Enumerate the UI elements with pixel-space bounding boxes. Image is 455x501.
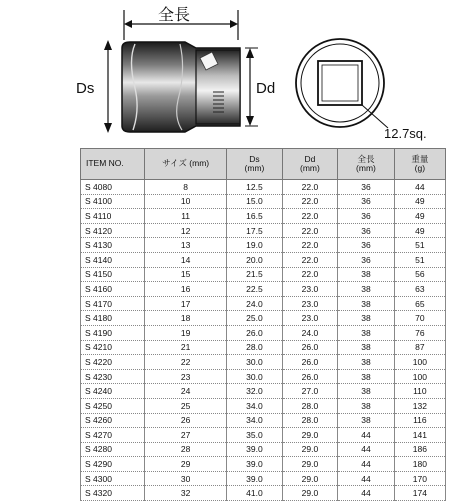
cell-ds: 17.5: [227, 223, 282, 238]
cell-total-length: 36: [338, 194, 395, 209]
cell-total-length: 36: [338, 209, 395, 224]
cell-item-no: S 4320: [81, 486, 145, 501]
cell-dd: 26.0: [282, 369, 337, 384]
spec-table: [80, 148, 446, 501]
cell-ds: 41.0: [227, 486, 282, 501]
cell-ds: 30.0: [227, 355, 282, 370]
cell-total-length: 36: [338, 238, 395, 253]
cell-item-no: S 4120: [81, 223, 145, 238]
cell-size: 21: [145, 340, 227, 355]
cell-dd: 22.0: [282, 194, 337, 209]
cell-ds: 22.5: [227, 282, 282, 297]
cell-total-length: 38: [338, 267, 395, 282]
total-length-label: 全長: [158, 7, 191, 24]
table-row: [81, 471, 446, 486]
cell-total-length: 38: [338, 369, 395, 384]
cell-total-length: 36: [338, 223, 395, 238]
cell-size: 18: [145, 311, 227, 326]
cell-item-no: S 4260: [81, 413, 145, 428]
header-dd: Dd (mm): [282, 149, 337, 180]
cell-ds: 19.0: [227, 238, 282, 253]
cell-total-length: 38: [338, 340, 395, 355]
cell-item-no: S 4300: [81, 471, 145, 486]
cell-total-length: 44: [338, 486, 395, 501]
cell-total-length: 38: [338, 384, 395, 399]
cell-dd: 28.0: [282, 398, 337, 413]
table-row: [81, 398, 446, 413]
cell-weight: 49: [394, 223, 445, 238]
cell-weight: 76: [394, 325, 445, 340]
cell-dd: 27.0: [282, 384, 337, 399]
cell-weight: 44: [394, 180, 445, 195]
cell-size: 16: [145, 282, 227, 297]
cell-weight: 186: [394, 442, 445, 457]
dd-label: Dd: [256, 80, 276, 97]
cell-dd: 22.0: [282, 223, 337, 238]
ds-label: Ds: [76, 80, 95, 97]
cell-item-no: S 4110: [81, 209, 145, 224]
cell-dd: 29.0: [282, 486, 337, 501]
cell-size: 27: [145, 428, 227, 443]
cell-item-no: S 4230: [81, 369, 145, 384]
cell-size: 15: [145, 267, 227, 282]
cell-total-length: 38: [338, 296, 395, 311]
drive-size-label: 12.7sq.: [384, 126, 427, 141]
cell-weight: 170: [394, 471, 445, 486]
table-row: [81, 355, 446, 370]
cell-item-no: S 4290: [81, 457, 145, 472]
cell-item-no: S 4100: [81, 194, 145, 209]
cell-ds: 21.5: [227, 267, 282, 282]
cell-weight: 70: [394, 311, 445, 326]
cell-total-length: 38: [338, 311, 395, 326]
header-total-length: 全長 (mm): [338, 149, 395, 180]
cell-size: 29: [145, 457, 227, 472]
cell-ds: 32.0: [227, 384, 282, 399]
table-row: [81, 311, 446, 326]
table-row: [81, 486, 446, 501]
table-row: [81, 369, 446, 384]
table-row: [81, 384, 446, 399]
table-row: [81, 267, 446, 282]
cell-size: 22: [145, 355, 227, 370]
table-row: [81, 325, 446, 340]
cell-size: 28: [145, 442, 227, 457]
socket-end-view: [296, 39, 388, 128]
cell-total-length: 44: [338, 457, 395, 472]
cell-ds: 28.0: [227, 340, 282, 355]
cell-weight: 100: [394, 369, 445, 384]
cell-ds: 12.5: [227, 180, 282, 195]
cell-weight: 180: [394, 457, 445, 472]
table-row: [81, 194, 446, 209]
cell-dd: 26.0: [282, 340, 337, 355]
header-item-no: ITEM NO.: [81, 149, 145, 180]
cell-dd: 23.0: [282, 311, 337, 326]
cell-dd: 29.0: [282, 442, 337, 457]
cell-dd: 22.0: [282, 180, 337, 195]
cell-ds: 15.0: [227, 194, 282, 209]
cell-total-length: 38: [338, 413, 395, 428]
table-row: [81, 223, 446, 238]
cell-ds: 24.0: [227, 296, 282, 311]
cell-weight: 51: [394, 252, 445, 267]
cell-item-no: S 4150: [81, 267, 145, 282]
cell-size: 11: [145, 209, 227, 224]
cell-weight: 49: [394, 209, 445, 224]
cell-item-no: S 4270: [81, 428, 145, 443]
cell-weight: 174: [394, 486, 445, 501]
cell-dd: 23.0: [282, 296, 337, 311]
cell-ds: 20.0: [227, 252, 282, 267]
cell-weight: 87: [394, 340, 445, 355]
cell-weight: 51: [394, 238, 445, 253]
cell-size: 14: [145, 252, 227, 267]
table-row: [81, 282, 446, 297]
table-row: [81, 238, 446, 253]
cell-ds: 39.0: [227, 471, 282, 486]
cell-size: 24: [145, 384, 227, 399]
cell-size: 25: [145, 398, 227, 413]
cell-total-length: 38: [338, 282, 395, 297]
table-row: [81, 457, 446, 472]
table-row: [81, 252, 446, 267]
cell-dd: 22.0: [282, 252, 337, 267]
cell-ds: 39.0: [227, 457, 282, 472]
table-row: [81, 442, 446, 457]
cell-size: 30: [145, 471, 227, 486]
cell-ds: 39.0: [227, 442, 282, 457]
cell-total-length: 44: [338, 471, 395, 486]
ds-dimension: [104, 40, 112, 133]
cell-total-length: 38: [338, 325, 395, 340]
cell-size: 8: [145, 180, 227, 195]
cell-item-no: S 4240: [81, 384, 145, 399]
cell-dd: 26.0: [282, 355, 337, 370]
header-size: サイズ (mm): [145, 149, 227, 180]
cell-item-no: S 4160: [81, 282, 145, 297]
cell-size: 23: [145, 369, 227, 384]
cell-size: 32: [145, 486, 227, 501]
cell-ds: 25.0: [227, 311, 282, 326]
cell-weight: 49: [394, 194, 445, 209]
cell-dd: 22.0: [282, 267, 337, 282]
cell-ds: 34.0: [227, 398, 282, 413]
table-row: [81, 428, 446, 443]
cell-weight: 132: [394, 398, 445, 413]
socket-diagram: [0, 0, 455, 148]
cell-weight: 65: [394, 296, 445, 311]
cell-total-length: 38: [338, 398, 395, 413]
cell-weight: 56: [394, 267, 445, 282]
cell-weight: 100: [394, 355, 445, 370]
cell-weight: 63: [394, 282, 445, 297]
cell-weight: 116: [394, 413, 445, 428]
cell-item-no: S 4210: [81, 340, 145, 355]
cell-dd: 29.0: [282, 457, 337, 472]
cell-size: 19: [145, 325, 227, 340]
cell-item-no: S 4190: [81, 325, 145, 340]
cell-weight: 110: [394, 384, 445, 399]
cell-size: 13: [145, 238, 227, 253]
cell-total-length: 44: [338, 428, 395, 443]
cell-total-length: 44: [338, 442, 395, 457]
socket-body: [122, 42, 240, 132]
table-row: [81, 340, 446, 355]
table-row: [81, 413, 446, 428]
cell-size: 17: [145, 296, 227, 311]
cell-dd: 29.0: [282, 428, 337, 443]
cell-item-no: S 4220: [81, 355, 145, 370]
table-row: [81, 209, 446, 224]
table-row: [81, 180, 446, 195]
cell-size: 10: [145, 194, 227, 209]
table-header-row: [81, 149, 446, 180]
cell-total-length: 36: [338, 180, 395, 195]
cell-ds: 30.0: [227, 369, 282, 384]
cell-dd: 24.0: [282, 325, 337, 340]
table-row: [81, 296, 446, 311]
header-weight: 重量 (g): [394, 149, 445, 180]
cell-total-length: 36: [338, 252, 395, 267]
cell-item-no: S 4170: [81, 296, 145, 311]
cell-dd: 29.0: [282, 471, 337, 486]
cell-dd: 22.0: [282, 209, 337, 224]
cell-size: 12: [145, 223, 227, 238]
cell-weight: 141: [394, 428, 445, 443]
cell-dd: 23.0: [282, 282, 337, 297]
cell-item-no: S 4250: [81, 398, 145, 413]
header-ds: Ds (mm): [227, 149, 282, 180]
cell-item-no: S 4180: [81, 311, 145, 326]
cell-ds: 35.0: [227, 428, 282, 443]
cell-ds: 26.0: [227, 325, 282, 340]
cell-ds: 16.5: [227, 209, 282, 224]
cell-total-length: 38: [338, 355, 395, 370]
cell-item-no: S 4280: [81, 442, 145, 457]
cell-item-no: S 4140: [81, 252, 145, 267]
cell-item-no: S 4130: [81, 238, 145, 253]
cell-size: 26: [145, 413, 227, 428]
cell-dd: 28.0: [282, 413, 337, 428]
cell-dd: 22.0: [282, 238, 337, 253]
cell-ds: 34.0: [227, 413, 282, 428]
cell-item-no: S 4080: [81, 180, 145, 195]
